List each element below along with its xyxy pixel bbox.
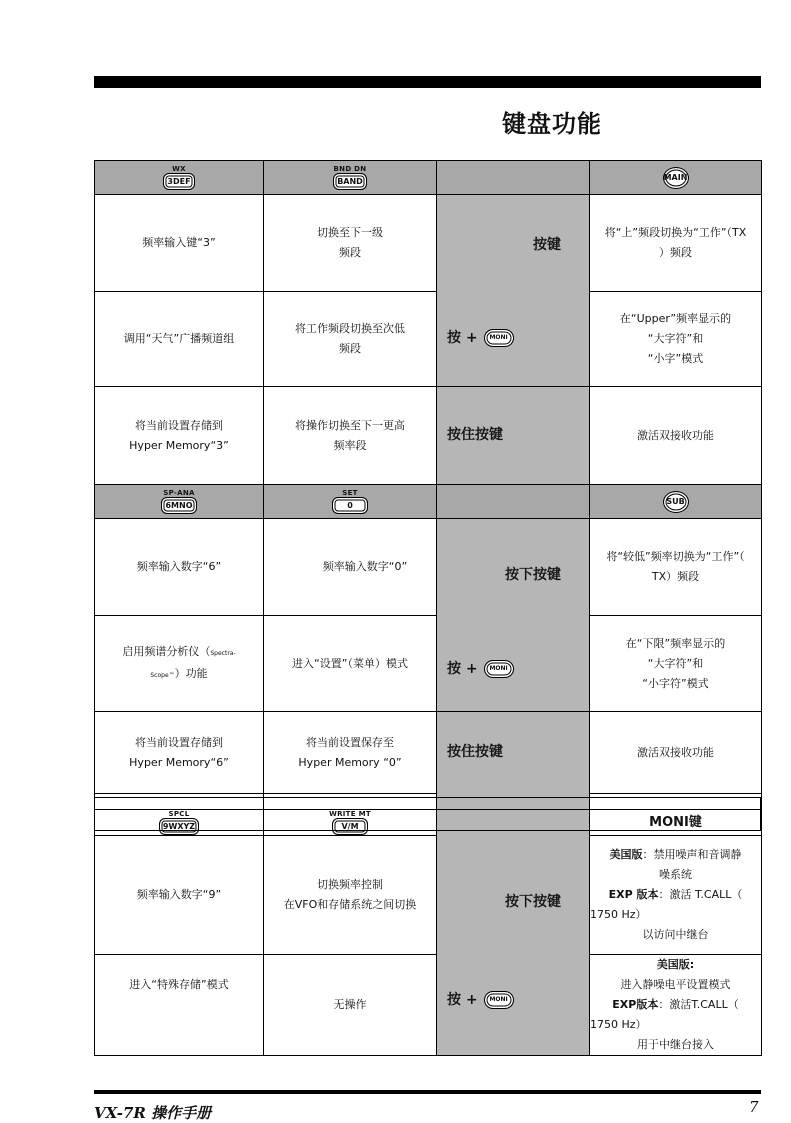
action-press-3: 按下按键 按 + MONI: [437, 810, 590, 1056]
page-number: 7: [749, 1098, 759, 1116]
key-function-table: [94, 160, 762, 1056]
cell-vm-press: 切换频率控制 在VFO和存储系统之间切换: [264, 836, 437, 955]
cell-3-press: 频率输入键“3”: [95, 195, 264, 292]
cell-main-moni: 在“Upper”频率显示的 “大字符”和 “小字”模式: [590, 292, 762, 387]
cell-9-press: 频率输入数字“9”: [95, 836, 264, 955]
cell-sub-moni: 在“下限”频率显示的 “大字符”和 “小字符”模式: [590, 616, 762, 712]
cell-6-moni: 启用频谱分析仪（Spectra- Scope™）功能: [95, 616, 264, 712]
spacer-cell: [590, 794, 762, 810]
moni-key-icon: MONI: [484, 991, 514, 1009]
cell-main-hold: 激活双接收功能: [590, 387, 762, 485]
cell-0-moni: 进入“设置”（菜单）模式: [264, 616, 437, 712]
cell-sub-press: 将“较低”频率切换为“工作”（ TX）频段: [590, 519, 762, 616]
cell-band-press: 切换至下一级 频段: [264, 195, 437, 292]
key-header-sub: [590, 485, 762, 519]
key-header-0: SET 0: [264, 485, 437, 519]
key-sub-icon: SUB: [663, 491, 689, 513]
cell-band-moni: 将工作频段切换至次低 频段: [264, 292, 437, 387]
page-title: 键盘功能: [502, 110, 602, 138]
cell-moni-press: 美国版：禁用噪声和音调静 噪系统 EXP 版本：激活 T.CALL（ 1750 Hz） 以访问中继台: [590, 836, 762, 955]
key-band-icon: BAND: [333, 173, 367, 190]
key-9-icon: 9WXYZ: [159, 818, 199, 835]
key-header-3: WX 3DEF: [95, 161, 264, 195]
action-hold-2: 按住按键: [437, 712, 590, 810]
key-main-icon: MAIN: [663, 167, 689, 189]
key-header-main: [590, 161, 762, 195]
cell-vm-moni: 无操作: [264, 955, 437, 1056]
action-header-2: [437, 485, 590, 519]
key-header-vm: WRITE MT V/M: [264, 810, 437, 836]
key-header-6: SP-ANA 6MNO: [95, 485, 264, 519]
cell-3-moni: 调用“天气”广播频道组: [95, 292, 264, 387]
cell-sub-hold: 激活双接收功能: [590, 712, 762, 794]
key-header-9: SPCL 9WXYZ: [95, 810, 264, 836]
key-vm-icon: V/M: [332, 818, 368, 835]
cell-6-hold: 将当前设置存储到 Hyper Memory“6”: [95, 712, 264, 794]
key-0-icon: 0: [332, 497, 368, 514]
action-header: [437, 161, 590, 195]
action-press: 按键 按 + MONI: [437, 195, 590, 387]
cell-9-moni: 进入“特殊存储”模式: [95, 955, 264, 1056]
key-6-icon: 6MNO: [161, 497, 196, 514]
moni-key-icon: MONI: [484, 660, 514, 678]
action-press-2: 按下按键 按 + MONI: [437, 519, 590, 712]
footer-manual-title: VX-7R 操作手册: [94, 1104, 212, 1122]
key-3-icon: 3DEF: [163, 173, 194, 190]
cell-main-press: 将“上”频段切换为“工作”（TX ）频段: [590, 195, 762, 292]
moni-heading-cell: MONI键: [590, 810, 762, 836]
spacer-cell: [264, 794, 437, 810]
spacer-cell: [95, 794, 264, 810]
cell-band-hold: 将操作切换至下一更高 频率段: [264, 387, 437, 485]
footer-rule: [94, 1090, 761, 1094]
cell-0-press: 频率输入数字“0”: [264, 519, 437, 616]
top-rule: [94, 76, 761, 88]
cell-0-hold: 将当前设置保存至 Hyper Memory “0”: [264, 712, 437, 794]
cell-3-hold: 将当前设置存储到 Hyper Memory“3”: [95, 387, 264, 485]
key-header-band: BND DN BAND: [264, 161, 437, 195]
cell-moni-moni: 美国版: 进入静噪电平设置模式 EXP版本：激活T.CALL（ 1750 Hz） 用于中继台接入: [590, 955, 762, 1056]
action-hold: 按住按键: [437, 387, 590, 485]
moni-key-icon: MONI: [484, 329, 514, 347]
cell-6-press: 频率输入数字“6”: [95, 519, 264, 616]
